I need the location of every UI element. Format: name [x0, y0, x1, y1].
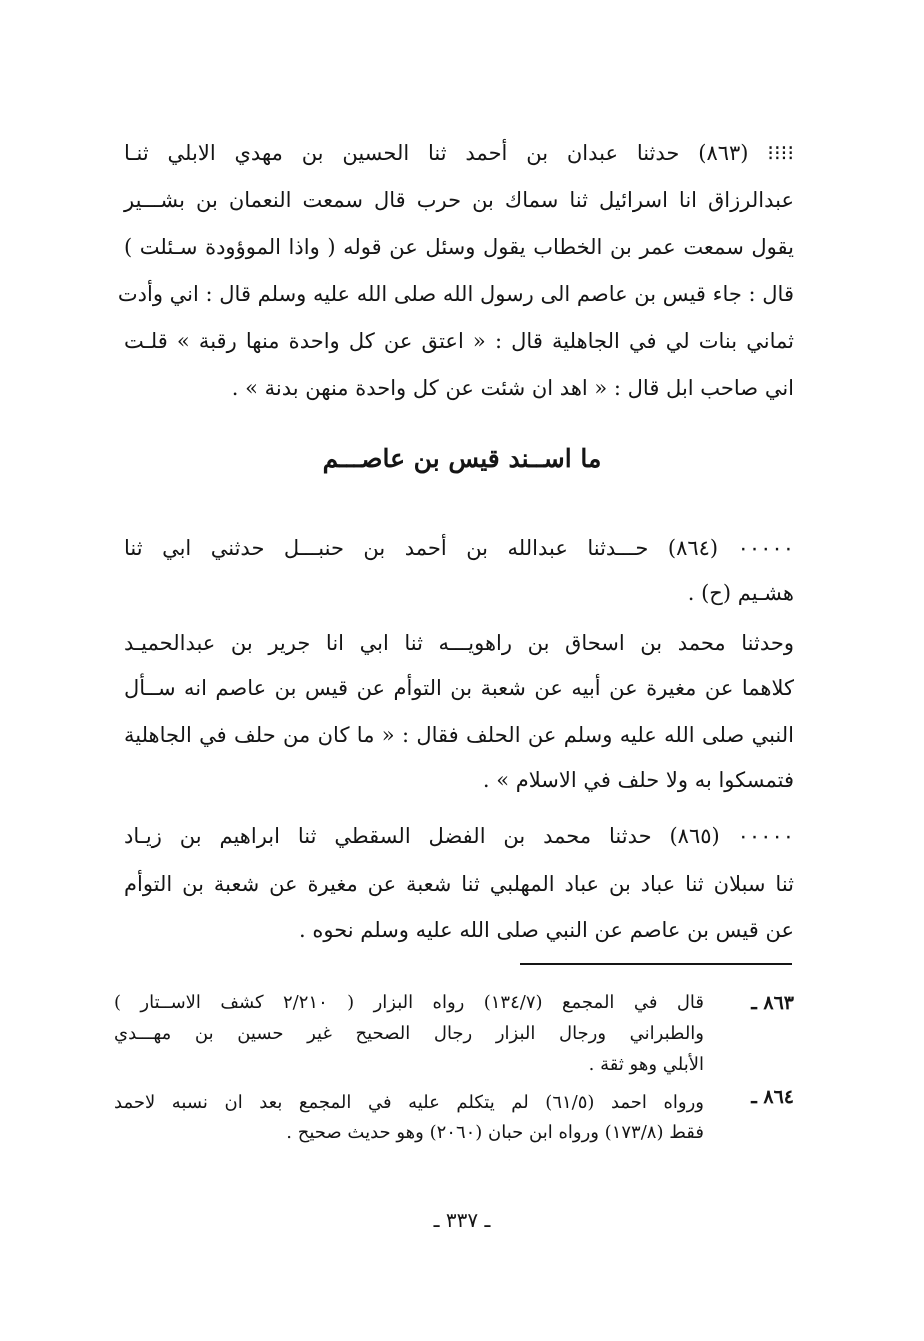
footnote-number: ٨٦٤ ـ: [751, 1086, 794, 1108]
text-line: ⁝⁝⁝⁝ (٨٦٣) حدثنا عبدان بن أحمد ثنا الحسين بن مهدي الابلي ثنـا: [124, 141, 794, 165]
text-line: قال : جاء قيس بن عاصم الى رسول الله صلى الله عليه وسلم قال : اني وأدت: [117, 282, 794, 306]
text-line: عبدالرزاق انا اسرائيل ثنا سماك بن حرب قال سمعت النعمان بن بشـــير: [124, 188, 794, 212]
footnote-line: ورواه احمد (٦١/٥) لم يتكلم عليه في المجمع بعد ان نسبه لاحمد: [114, 1092, 704, 1113]
footnote-number: ٨٦٣ ـ: [751, 992, 794, 1014]
text-line: ثماني بنات لي في الجاهلية قال : « اعتق عن كل واحدة منها رقبة » قلـت: [124, 329, 794, 353]
text-line: النبي صلى الله عليه وسلم عن الحلف فقال : « ما كان من حلف في الجاهلية: [124, 723, 794, 747]
text-line: ٠٠٠٠٠ (٨٦٤) حـــدثنا عبدالله بن أحمد بن حنبـــل حدثني ابي ثنا: [124, 536, 794, 560]
footnote-line: فقط (١٧٣/٨) ورواه ابن حبان (٢٠٦٠) وهو حديث صحيح .: [286, 1122, 704, 1143]
text-line: فتمسكوا به ولا حلف في الاسلام » .: [482, 768, 794, 792]
footnote-line: والطبراني ورجال البزار رجال الصحيح غير حسين بن مهـــدي: [114, 1023, 704, 1044]
section-heading: ما اســند قيس بن عاصـــم: [322, 444, 602, 473]
text-line: عن قيس بن عاصم عن النبي صلى الله عليه وسلم نحوه .: [299, 918, 794, 942]
footnote-line: قال في المجمع (١٣٤/٧) رواه البزار ( ٢/٢١٠ كشف الاســتار ): [114, 992, 705, 1013]
text-line: ٠٠٠٠٠ (٨٦٥) حدثنا محمد بن الفضل السقطي ثنا ابراهيم بن زيـاد: [124, 824, 795, 848]
page-number: ـ ٣٣٧ ـ: [433, 1208, 491, 1232]
footnote-line: الأبلي وهو ثقة .: [588, 1054, 704, 1075]
text-line: يقول سمعت عمر بن الخطاب يقول وسئل عن قوله ( واذا الموؤودة سـئلت ): [124, 235, 794, 259]
text-line: وحدثنا محمد بن اسحاق بن راهويـــه ثنا ابي انا جرير بن عبدالحميـد: [124, 631, 795, 655]
text-line: هشـيم (ح) .: [687, 581, 794, 605]
text-line: اني صاحب ابل قال : « اهد ان شئت عن كل واحدة منهن بدنة » .: [231, 376, 794, 400]
text-line: كلاهما عن مغيرة عن أبيه عن شعبة بن التوأم عن قيس بن عاصم انه ســأل: [124, 676, 794, 700]
text-line: ثنا سبلان ثنا عباد بن عباد المهلبي ثنا شعبة عن مغيرة عن شعبة بن التوأم: [124, 872, 794, 896]
footnote-separator: [520, 963, 792, 965]
